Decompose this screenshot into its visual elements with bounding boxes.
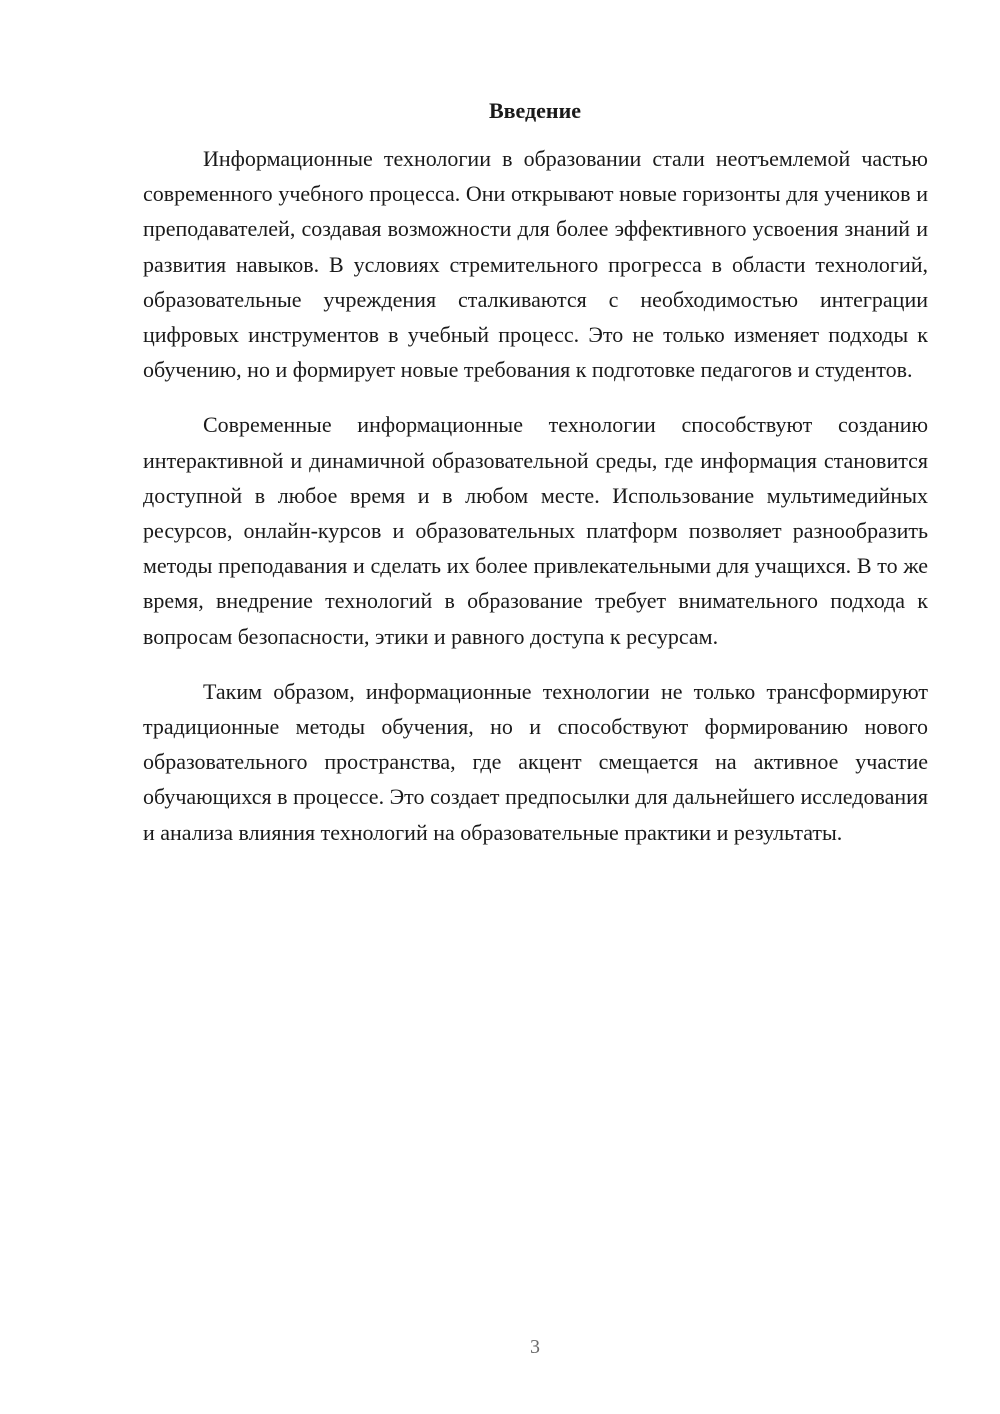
body-text	[143, 141, 928, 870]
paragraph-2: Современные информационные технологии способствуют созданию интерактивной и динамичной образовательной среды, где информация становится доступной в любое время и в любом месте. Использование мультимедийных ресурсов, онлайн-курсов и образовательных платформ позволяет разнообразить методы преподавания и сделать их более привлекательными для учащихся. В то же время, внедрение технологий в образование требует внимательного подхода к вопросам безопасности, этики и равного доступа к ресурсам.	[143, 412, 928, 649]
paragraph-1: Информационные технологии в образовании стали неотъемлемой частью современного учебного процесса. Они открывают новые горизонты для учеников и преподавателей, создавая возможности для более эффективного усвоения знаний и развития навыков. В условиях стремительного прогресса в области технологий, образовательные учреждения сталкиваются с необходимостью интеграции цифровых инструментов в учебный процесс. Это не только изменяет подходы к обучению, но и формирует новые требования к подготовке педагогов и студентов.	[143, 146, 928, 383]
page-number: 3	[530, 1336, 540, 1358]
paragraph-3: Таким образом, информационные технологии не только трансформируют традиционные методы обучения, но и способствуют формированию нового образовательного пространства, где акцент смещается на активное участие обучающихся в процессе. Это создает предпосылки для дальнейшего исследования и анализа влияния технологий на образовательные практики и результаты.	[143, 678, 928, 845]
section-heading: Введение	[488, 98, 582, 123]
